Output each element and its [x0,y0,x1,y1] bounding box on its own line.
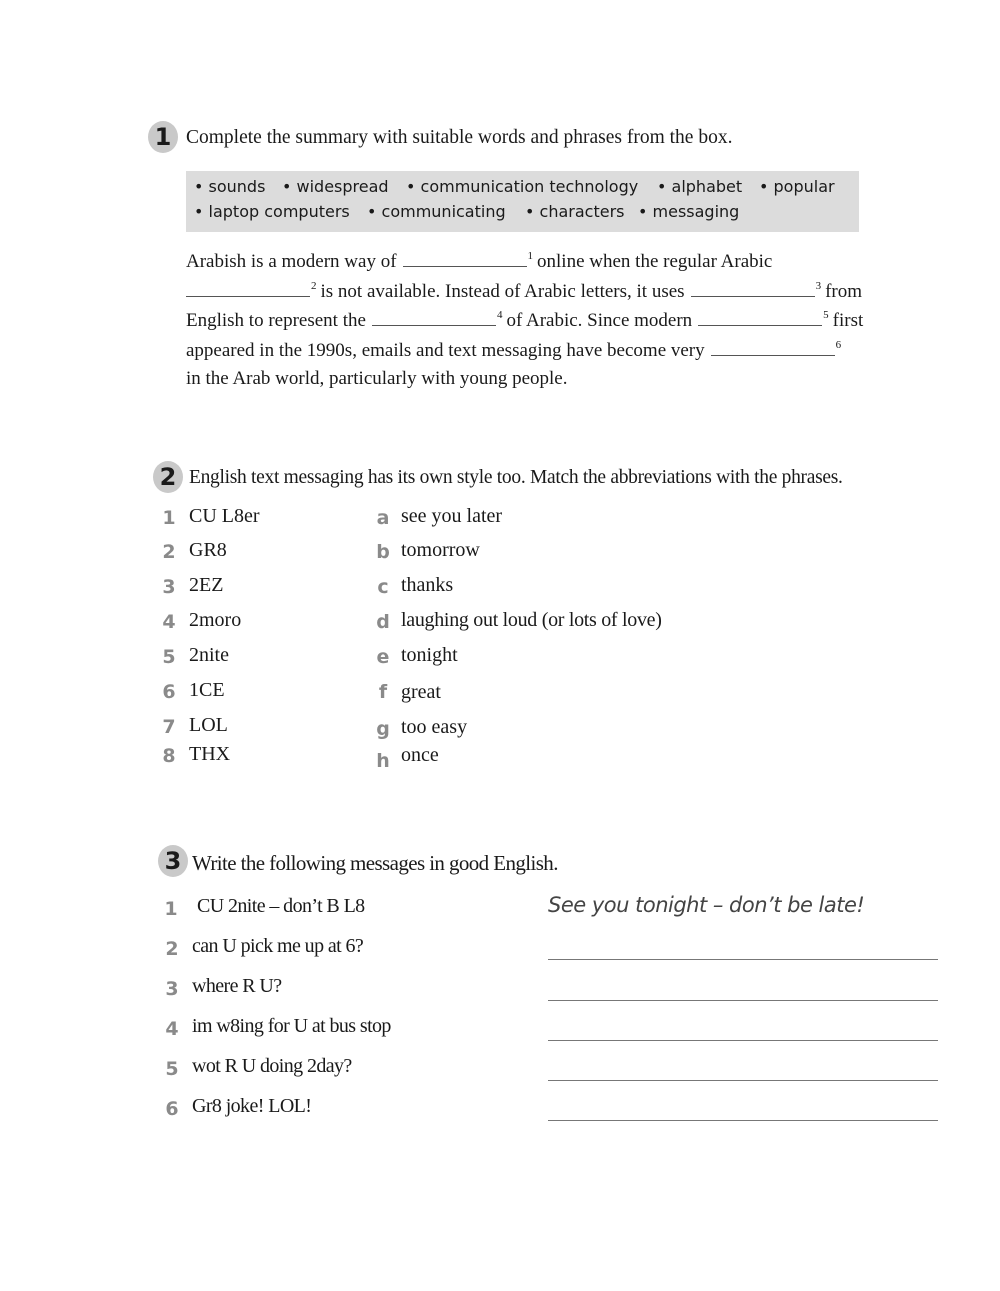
abbreviation: 2EZ [189,574,224,596]
abbr-number: 5 [162,646,176,668]
answer-line-2[interactable] [548,959,938,960]
phrase-letter: b [376,541,390,563]
phrase-letter: g [376,718,390,740]
summary-text: in the Arab world, particularly with young people. [186,368,568,389]
abbr-number: 1 [162,507,176,529]
phrase: great [401,681,441,703]
phrase-letter: h [376,750,390,772]
abbr-number: 7 [162,716,176,738]
answer-line-4[interactable] [548,1040,938,1041]
abbreviation: CU L8er [189,505,260,527]
message-text: im w8ing for U at bus stop [192,1015,391,1037]
message-number: 5 [165,1058,179,1080]
box-word: • characters [525,202,625,221]
box-word: • sounds [194,177,266,196]
blank-number: 5 [823,309,829,321]
summary-text: from [825,281,862,302]
phrase-letter: c [377,576,389,598]
summary-line-3 [186,309,863,332]
phrase: thanks [401,574,454,596]
box-word: • alphabet [657,177,743,196]
answer-line-6[interactable] [548,1120,938,1121]
box-word: • communicating [367,202,506,221]
blank-2[interactable] [186,282,310,297]
exercise-3-instruction: Write the following messages in good English. [192,851,558,875]
message-text: where R U? [192,975,282,997]
blank-number: 1 [527,250,534,262]
blank-number: 6 [835,339,842,351]
phrase-letter: d [376,611,390,633]
message-number: 6 [165,1098,179,1120]
message-text: CU 2nite – don’t B L8 [197,895,365,917]
blank-number: 2 [311,280,317,292]
phrase-letter: e [376,646,390,668]
box-word: • popular [759,177,835,196]
blank-5[interactable] [698,311,822,326]
phrase: tonight [401,644,458,666]
phrase: too easy [401,716,468,738]
blank-number: 4 [496,309,503,321]
blank-number: 3 [815,280,822,292]
phrase: see you later [401,505,503,527]
blank-4[interactable] [372,311,496,326]
summary-line-1 [186,250,772,273]
box-word: • communication technology [406,177,639,196]
abbr-number: 3 [162,576,176,598]
abbr-number: 4 [162,611,176,633]
answer-line-5[interactable] [548,1080,938,1081]
exercise-3-number-badge: 3 [158,845,188,877]
summary-text: first [832,310,864,331]
summary-line-4 [186,339,845,362]
exercise-1-number-badge: 1 [148,121,178,153]
abbreviation: GR8 [189,539,227,561]
summary-text: appeared in the 1990s, emails and text messaging have become very [186,340,705,361]
message-text: Gr8 joke! LOL! [192,1095,312,1117]
message-number: 1 [164,898,178,920]
example-answer: See you tonight – don’t be late! [548,893,865,917]
abbr-number: 6 [162,681,176,703]
answer-line-3[interactable] [548,1000,938,1001]
abbr-number: 2 [162,541,176,563]
summary-text: of Arabic. Since modern [506,310,693,331]
summary-text: Arabish is a modern way of [186,251,397,272]
exercise-1-instruction: Complete the summary with suitable words and phrases from the box. [186,127,733,148]
box-word: • laptop computers [194,202,350,221]
exercise-2-number-badge: 2 [153,461,183,493]
blank-1[interactable] [403,252,527,267]
abbreviation: THX [189,743,231,765]
message-text: can U pick me up at 6? [192,935,364,957]
summary-line-2 [186,280,862,303]
blank-3[interactable] [691,282,815,297]
box-word: • widespread [282,177,389,196]
abbreviation: 2nite [189,644,229,666]
summary-text: is not available. Instead of Arabic letters, it uses [320,281,685,302]
box-word: • messaging [638,202,740,221]
abbreviation: 2moro [189,609,242,631]
summary-text: English to represent the [186,310,366,331]
blank-6[interactable] [711,341,835,356]
exercise-2-instruction: English text messaging has its own style too. Match the abbreviations with the phrases. [189,467,843,488]
phrase-letter: f [378,681,388,703]
phrase: laughing out loud (or lots of love) [401,609,662,631]
word-box [186,171,859,232]
message-text: wot R U doing 2day? [192,1055,352,1077]
abbreviation: LOL [189,714,228,736]
summary-line-5 [186,368,568,390]
abbr-number: 8 [162,745,176,767]
abbreviation: 1CE [189,679,225,701]
message-number: 2 [165,938,179,960]
message-number: 3 [165,978,179,1000]
phrase-letter: a [376,507,390,529]
message-number: 4 [165,1018,179,1040]
phrase: once [401,744,439,766]
phrase: tomorrow [401,539,480,561]
summary-text: online when the regular Arabic [537,251,773,272]
